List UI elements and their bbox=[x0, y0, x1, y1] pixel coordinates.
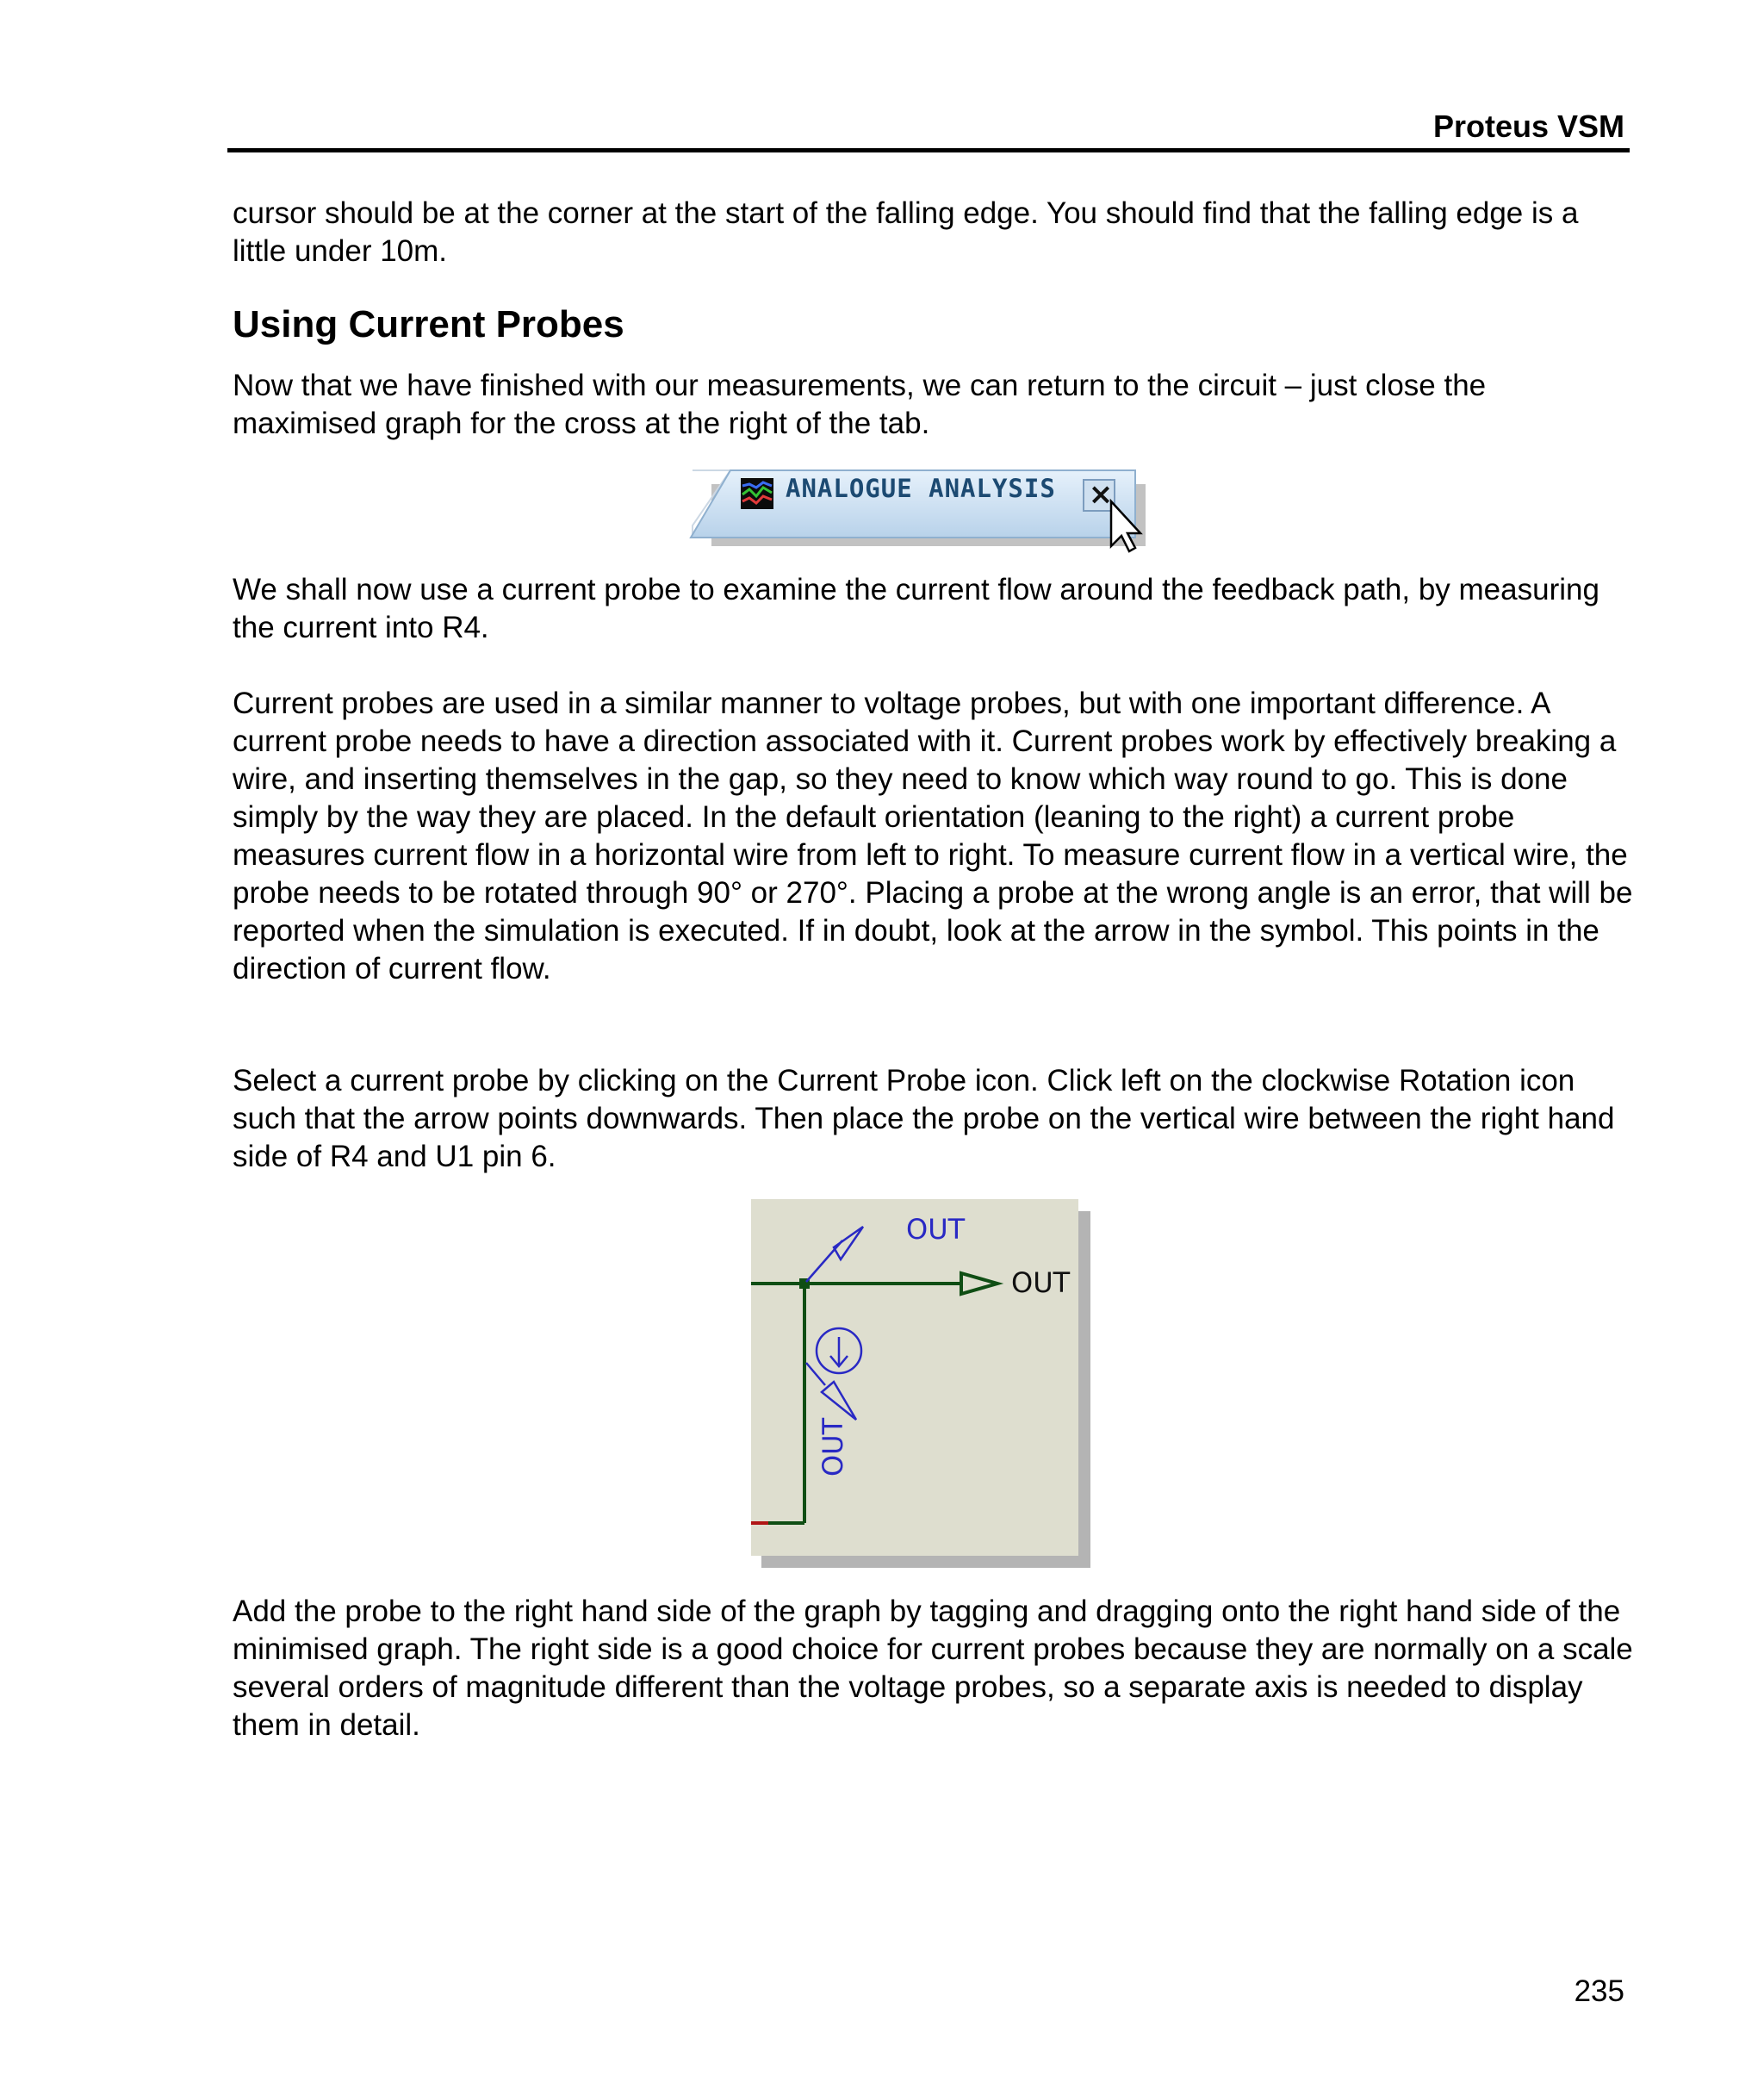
circuit-figure bbox=[751, 1199, 1096, 1580]
paragraph-current-probe-explanation: Current probes are used in a similar manner to voltage probes, but with one important difference. A current probe needs to have a direction associated with it. Current probes work by effectively breaking a wire, and inserting themselves in the gap, so they need to know which way round to go. This is done simply by the way they are placed. In the default orientation (leaning to the right) a current probe measures current flow in a horizontal wire from left to right. To measure current flow in a vertical wire, the probe needs to be rotated through 90° or 270°. Placing a probe at the wrong angle is an error, that will be reported when the simulation is executed. If in doubt, look at the arrow in the symbol. This points in the direction of current flow. bbox=[233, 687, 1633, 985]
schematic-canvas bbox=[751, 1199, 1078, 1556]
paragraph-add-probe-to-graph: Add the probe to the right hand side of the graph by tagging and dragging onto the right hand side of the minimised graph. The right side is a good choice for current probes because they are normally on a scale several orders of magnitude different than the voltage probes, so a separate axis is needed to display them in detail. bbox=[233, 1595, 1633, 1742]
header-rule bbox=[227, 148, 1630, 152]
tab-label[interactable]: ANALOGUE ANALYSIS bbox=[786, 474, 1056, 503]
section-heading: Using Current Probes bbox=[233, 303, 624, 345]
header-title: Proteus VSM bbox=[1432, 109, 1624, 144]
paragraph-intro: cursor should be at the corner at the start of the falling edge. You should find that the falling edge is a little under 10m. bbox=[233, 196, 1579, 268]
paragraph-select-probe: Select a current probe by clicking on the Current Probe icon. Click left on the clockwise Rotation icon such that the arrow points downwards. Then place the probe on the vertical wire between the right hand side of R4 and U1 pin 6. bbox=[233, 1064, 1615, 1173]
page-number: 235 bbox=[1574, 1974, 1624, 2008]
graph-icon bbox=[741, 478, 773, 509]
analogue-analysis-tab-figure bbox=[689, 465, 1154, 560]
probe-label-vertical: OUT bbox=[817, 1417, 849, 1477]
paragraph-return-to-circuit: Now that we have finished with our measurements, we can return to the circuit – just close the maximised graph for the cross at the right of the tab. bbox=[233, 369, 1487, 440]
probe-label-top: OUT bbox=[906, 1213, 966, 1246]
paragraph-current-probe-intro: We shall now use a current probe to examine the current flow around the feedback path, by measuring the current into R4. bbox=[233, 573, 1599, 644]
terminal-label: OUT bbox=[1011, 1266, 1071, 1299]
close-icon[interactable]: × bbox=[1088, 477, 1114, 512]
